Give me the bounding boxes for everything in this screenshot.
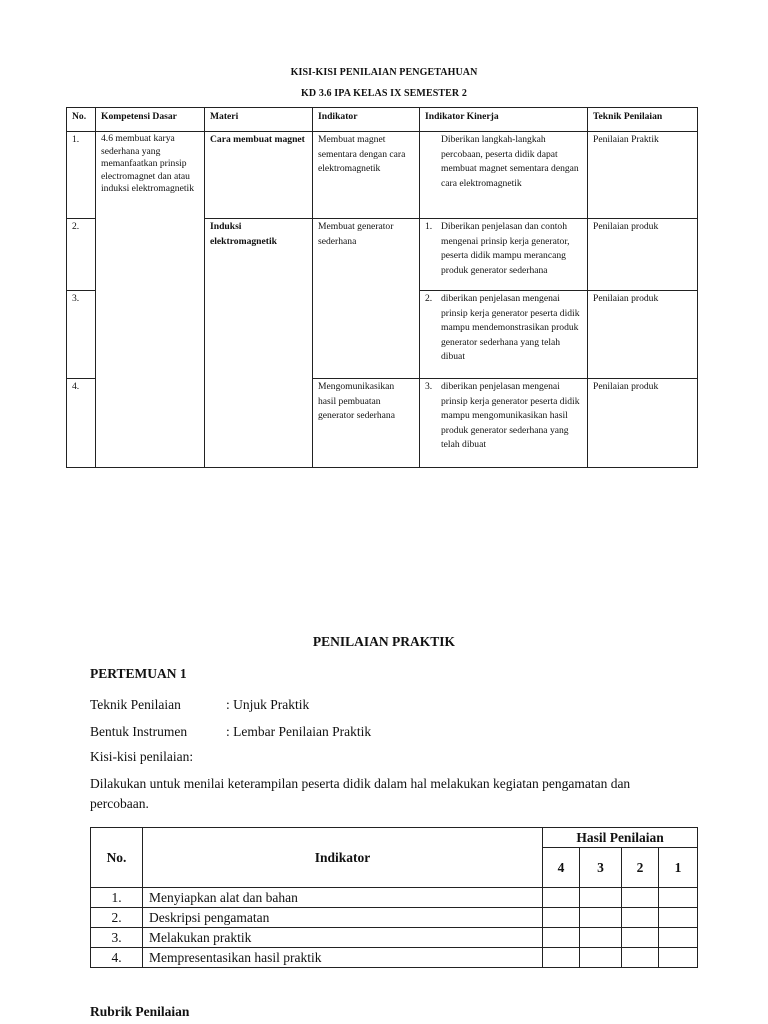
score-4: 4 (543, 848, 580, 888)
kisi-header-row (67, 108, 698, 132)
praktik-header-no: No. (91, 828, 143, 888)
table-row (91, 888, 698, 908)
header-indikator: Indikator (313, 108, 420, 132)
praktik-row-indikator: Melakukan praktik (143, 928, 543, 948)
table-row (67, 132, 698, 219)
score-cell[interactable] (622, 928, 659, 948)
score-cell[interactable] (580, 908, 622, 928)
row-kinerja (420, 219, 588, 291)
row-indikator: Membuat magnet sementara dengan cara elektromagnetik (313, 132, 420, 219)
praktik-row-no: 4. (91, 948, 143, 968)
score-cell[interactable] (622, 908, 659, 928)
row-kinerja (420, 379, 588, 468)
kompetensi-dasar: 4.6 membuat karya sederhana yang memanfaatkan prinsip electromagnet dan atau induksi elektromagnetik (96, 132, 205, 468)
kinerja-text: Diberikan penjelasan dan contoh mengenai prinsip kerja generator, peserta didik mampu merancang produk generator sederhana (441, 221, 570, 276)
teknik-line (90, 697, 309, 713)
row-kinerja (420, 291, 588, 379)
header-kompetensi: Kompetensi Dasar (96, 108, 205, 132)
bentuk-value: : Lembar Penilaian Praktik (226, 724, 372, 739)
praktik-table (90, 827, 698, 968)
praktik-row-indikator: Deskripsi pengamatan (143, 908, 543, 928)
score-cell[interactable] (659, 888, 698, 908)
bentuk-line (90, 724, 371, 740)
row-teknik: Penilaian produk (588, 291, 698, 379)
row-no: 2. (67, 219, 96, 291)
kinerja-number: 1. (425, 221, 433, 232)
kinerja-text: diberikan penjelasan mengenai prinsip kerja generator peserta didik mampu mengomunikasikan hasil produk generator sederhana yang telah dibuat (441, 381, 580, 451)
kisi-subtitle: KD 3.6 IPA KELAS IX SEMESTER 2 (301, 88, 467, 99)
kisi-title: KISI-KISI PENILAIAN PENGETAHUAN (290, 67, 478, 78)
kinerja-number: 2. (425, 293, 433, 304)
score-cell[interactable] (580, 928, 622, 948)
praktik-header-indikator: Indikator (143, 828, 543, 888)
row-teknik: Penilaian produk (588, 379, 698, 468)
score-2: 2 (622, 848, 659, 888)
row-teknik: Penilaian produk (588, 219, 698, 291)
score-cell[interactable] (543, 928, 580, 948)
praktik-row-no: 2. (91, 908, 143, 928)
pertemuan-heading: PERTEMUAN 1 (90, 666, 187, 681)
praktik-description: Dilakukan untuk menilai keterampilan peserta didik dalam hal melakukan kegiatan pengamatan dan percobaan. (90, 776, 631, 811)
score-cell[interactable] (622, 948, 659, 968)
score-cell[interactable] (580, 888, 622, 908)
kisi-label: Kisi-kisi penilaian: (90, 749, 194, 764)
row-indikator: Membuat generator sederhana (313, 219, 420, 379)
row-no: 3. (67, 291, 96, 379)
table-row (91, 928, 698, 948)
score-1: 1 (659, 848, 698, 888)
score-cell[interactable] (580, 948, 622, 968)
header-no: No. (67, 108, 96, 132)
kinerja-text: Diberikan langkah-langkah percobaan, peserta didik dapat membuat magnet sementara dengan cara elektromagnetik (441, 134, 579, 189)
score-cell[interactable] (543, 888, 580, 908)
praktik-header-row (91, 828, 698, 848)
row-teknik: Penilaian Praktik (588, 132, 698, 219)
kinerja-number (425, 133, 441, 191)
row-materi: Cara membuat magnet (205, 132, 313, 219)
praktik-header-hasil: Hasil Penilaian (543, 828, 698, 848)
praktik-row-no: 3. (91, 928, 143, 948)
score-cell[interactable] (543, 948, 580, 968)
row-materi: Induksi elektromagnetik (205, 219, 313, 468)
score-cell[interactable] (659, 928, 698, 948)
kinerja-number: 3. (425, 381, 433, 392)
kinerja-text: diberikan penjelasan mengenai prinsip kerja generator peserta didik mampu mendemonstrasikan produk generator sederhana yang telah dibuat (441, 293, 580, 363)
row-kinerja (420, 132, 588, 219)
header-materi: Materi (205, 108, 313, 132)
score-cell[interactable] (622, 888, 659, 908)
praktik-row-indikator: Mempresentasikan hasil praktik (143, 948, 543, 968)
teknik-value: : Unjuk Praktik (226, 697, 310, 712)
praktik-row-no: 1. (91, 888, 143, 908)
table-row (91, 908, 698, 928)
header-teknik: Teknik Penilaian (588, 108, 698, 132)
praktik-row-indikator: Menyiapkan alat dan bahan (143, 888, 543, 908)
table-row (91, 948, 698, 968)
header-kinerja: Indikator Kinerja (420, 108, 588, 132)
row-indikator: Mengomunikasikan hasil pembuatan generator sederhana (313, 379, 420, 468)
score-cell[interactable] (659, 948, 698, 968)
teknik-label: Teknik Penilaian (90, 697, 181, 712)
score-3: 3 (580, 848, 622, 888)
kisi-table (66, 107, 698, 468)
score-cell[interactable] (659, 908, 698, 928)
row-no: 4. (67, 379, 96, 468)
bentuk-label: Bentuk Instrumen (90, 724, 188, 739)
praktik-title: PENILAIAN PRAKTIK (312, 634, 456, 649)
score-cell[interactable] (543, 908, 580, 928)
rubrik-heading: Rubrik Penilaian (90, 1004, 190, 1019)
row-no: 1. (67, 132, 96, 219)
